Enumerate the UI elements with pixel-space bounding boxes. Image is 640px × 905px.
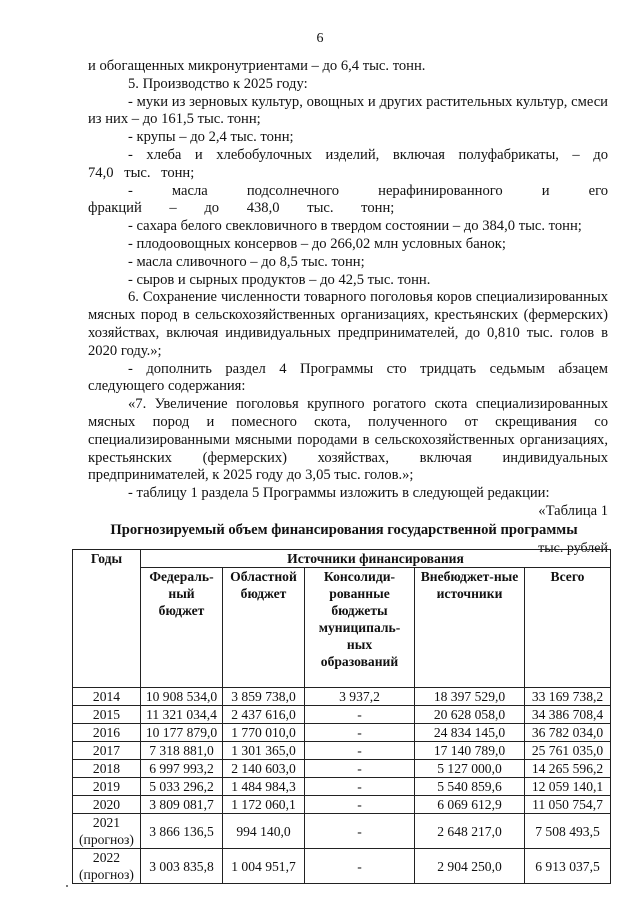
regional-cell: 1 770 010,0 xyxy=(223,724,305,742)
municipal-cell: - xyxy=(305,706,415,724)
regional-cell: 1 004 951,7 xyxy=(223,849,305,884)
municipal-cell: - xyxy=(305,760,415,778)
table-label: «Таблица 1 xyxy=(538,502,608,519)
municipal-cell: - xyxy=(305,814,415,849)
table-row xyxy=(73,760,611,778)
col-header: Внебюджет-ные источники xyxy=(415,568,525,688)
paragraph: «7. Увеличение поголовья крупного рогатого скота специализированных мясных пород и помесного скота, полученного от скрещивания со специализированными мясными породами в сельскохозяйственных организациях, крестьянских (фермерских) хозяйствах, включая индивидуальных предпринимателей, к 2025 году до 3,05 тыс. голов.»; xyxy=(88,396,608,484)
municipal-cell: - xyxy=(305,796,415,814)
extrabudget-cell: 5 127 000,0 xyxy=(415,760,525,778)
table-units: тыс. рублей xyxy=(538,540,608,556)
total-cell: 11 050 754,7 xyxy=(525,796,611,814)
financing-table xyxy=(72,549,611,884)
federal-cell: 10 908 534,0 xyxy=(141,688,223,706)
col-header: Консолиди-рованные бюджеты муниципаль-ных образований xyxy=(305,568,415,688)
col-header: Федераль-ный бюджет xyxy=(141,568,223,688)
total-cell: 36 782 034,0 xyxy=(525,724,611,742)
year-cell: 2018 xyxy=(73,760,141,778)
regional-cell: 2 140 603,0 xyxy=(223,760,305,778)
federal-cell: 10 177 879,0 xyxy=(141,724,223,742)
regional-cell: 2 437 616,0 xyxy=(223,706,305,724)
year-note: (прогноз) xyxy=(79,832,134,847)
municipal-cell: 3 937,2 xyxy=(305,688,415,706)
paragraph: - масла подсолнечного нерафинированного и его фракций – до 438,0 тыс. тонн; xyxy=(88,182,608,217)
paragraph: - крупы – до 2,4 тыс. тонн; xyxy=(128,129,294,146)
total-cell: 25 761 035,0 xyxy=(525,742,611,760)
year-cell xyxy=(73,814,141,849)
total-cell: 33 169 738,2 xyxy=(525,688,611,706)
year-cell: 2014 xyxy=(73,688,141,706)
paragraph: - сахара белого свекловичного в твердом состоянии – до 384,0 тыс. тонн; xyxy=(128,218,582,235)
table-row xyxy=(73,796,611,814)
year-value: 2022 xyxy=(92,850,121,865)
col-years-header: Годы xyxy=(73,550,141,688)
federal-cell: 11 321 034,4 xyxy=(141,706,223,724)
federal-cell: 3 809 081,7 xyxy=(141,796,223,814)
col-sources-header: Источники финансирования xyxy=(141,550,611,568)
year-cell: 2017 xyxy=(73,742,141,760)
extrabudget-cell: 5 540 859,6 xyxy=(415,778,525,796)
year-note: (прогноз) xyxy=(79,867,134,882)
paragraph: - муки из зерновых культур, овощных и других растительных культур, смеси из них – до 161,5 тыс. тонн; xyxy=(88,93,608,128)
col-header: Областной бюджет xyxy=(223,568,305,688)
table-row xyxy=(73,778,611,796)
extrabudget-cell: 2 648 217,0 xyxy=(415,814,525,849)
table-caption: Прогнозируемый объем финансирования государственной программы xyxy=(110,521,578,538)
extrabudget-cell: 24 834 145,0 xyxy=(415,724,525,742)
municipal-cell: - xyxy=(305,742,415,760)
year-cell: 2020 xyxy=(73,796,141,814)
paragraph: 6. Сохранение численности товарного поголовья коров специализированных мясных пород в сельскохозяйственных организациях, крестьянских (фермерских) хозяйствах, включая индивидуальных предпринимателей, до 0,810 тыс. голов в 2020 году.»; xyxy=(88,289,608,359)
table-row xyxy=(73,724,611,742)
table-row xyxy=(73,688,611,706)
year-cell: 2019 xyxy=(73,778,141,796)
col-header: Всего xyxy=(525,568,611,688)
paragraph: - таблицу 1 раздела 5 Программы изложить в следующей редакции: xyxy=(128,485,550,502)
total-cell: 7 508 493,5 xyxy=(525,814,611,849)
federal-cell: 3 003 835,8 xyxy=(141,849,223,884)
federal-cell: 3 866 136,5 xyxy=(141,814,223,849)
paragraph: и обогащенных микронутриентами – до 6,4 тыс. тонн. xyxy=(88,58,426,74)
federal-cell: 6 997 993,2 xyxy=(141,760,223,778)
municipal-cell: - xyxy=(305,724,415,742)
table-row xyxy=(73,849,611,884)
paragraph: - дополнить раздел 4 Программы сто тридцать седьмым абзацем следующего содержания: xyxy=(88,360,608,395)
paragraph: - хлеба и хлебобулочных изделий, включая полуфабрикаты, – до 74,0 тыс. тонн; xyxy=(88,146,608,181)
scan-speck xyxy=(66,885,68,887)
paragraph: - сыров и сырных продуктов – до 42,5 тыс. тонн. xyxy=(128,271,431,288)
year-cell: 2016 xyxy=(73,724,141,742)
year-value: 2021 xyxy=(92,815,121,830)
paragraph: 5. Производство к 2025 году: xyxy=(128,75,308,92)
extrabudget-cell: 20 628 058,0 xyxy=(415,706,525,724)
total-cell: 14 265 596,2 xyxy=(525,760,611,778)
extrabudget-cell: 17 140 789,0 xyxy=(415,742,525,760)
extrabudget-cell: 6 069 612,9 xyxy=(415,796,525,814)
year-cell: 2015 xyxy=(73,706,141,724)
extrabudget-cell: 18 397 529,0 xyxy=(415,688,525,706)
regional-cell: 1 484 984,3 xyxy=(223,778,305,796)
municipal-cell: - xyxy=(305,849,415,884)
total-cell: 12 059 140,1 xyxy=(525,778,611,796)
regional-cell: 994 140,0 xyxy=(223,814,305,849)
document-body xyxy=(88,58,608,557)
federal-cell: 5 033 296,2 xyxy=(141,778,223,796)
table-row xyxy=(73,742,611,760)
total-cell: 34 386 708,4 xyxy=(525,706,611,724)
table-row xyxy=(73,706,611,724)
paragraph: - плодоовощных консервов – до 266,02 млн условных банок; xyxy=(128,235,506,252)
total-cell: 6 913 037,5 xyxy=(525,849,611,884)
extrabudget-cell: 2 904 250,0 xyxy=(415,849,525,884)
regional-cell: 3 859 738,0 xyxy=(223,688,305,706)
federal-cell: 7 318 881,0 xyxy=(141,742,223,760)
regional-cell: 1 172 060,1 xyxy=(223,796,305,814)
table-row xyxy=(73,814,611,849)
regional-cell: 1 301 365,0 xyxy=(223,742,305,760)
paragraph: - масла сливочного – до 8,5 тыс. тонн; xyxy=(128,253,365,270)
municipal-cell: - xyxy=(305,778,415,796)
year-cell xyxy=(73,849,141,884)
page-number: 6 xyxy=(316,31,324,46)
